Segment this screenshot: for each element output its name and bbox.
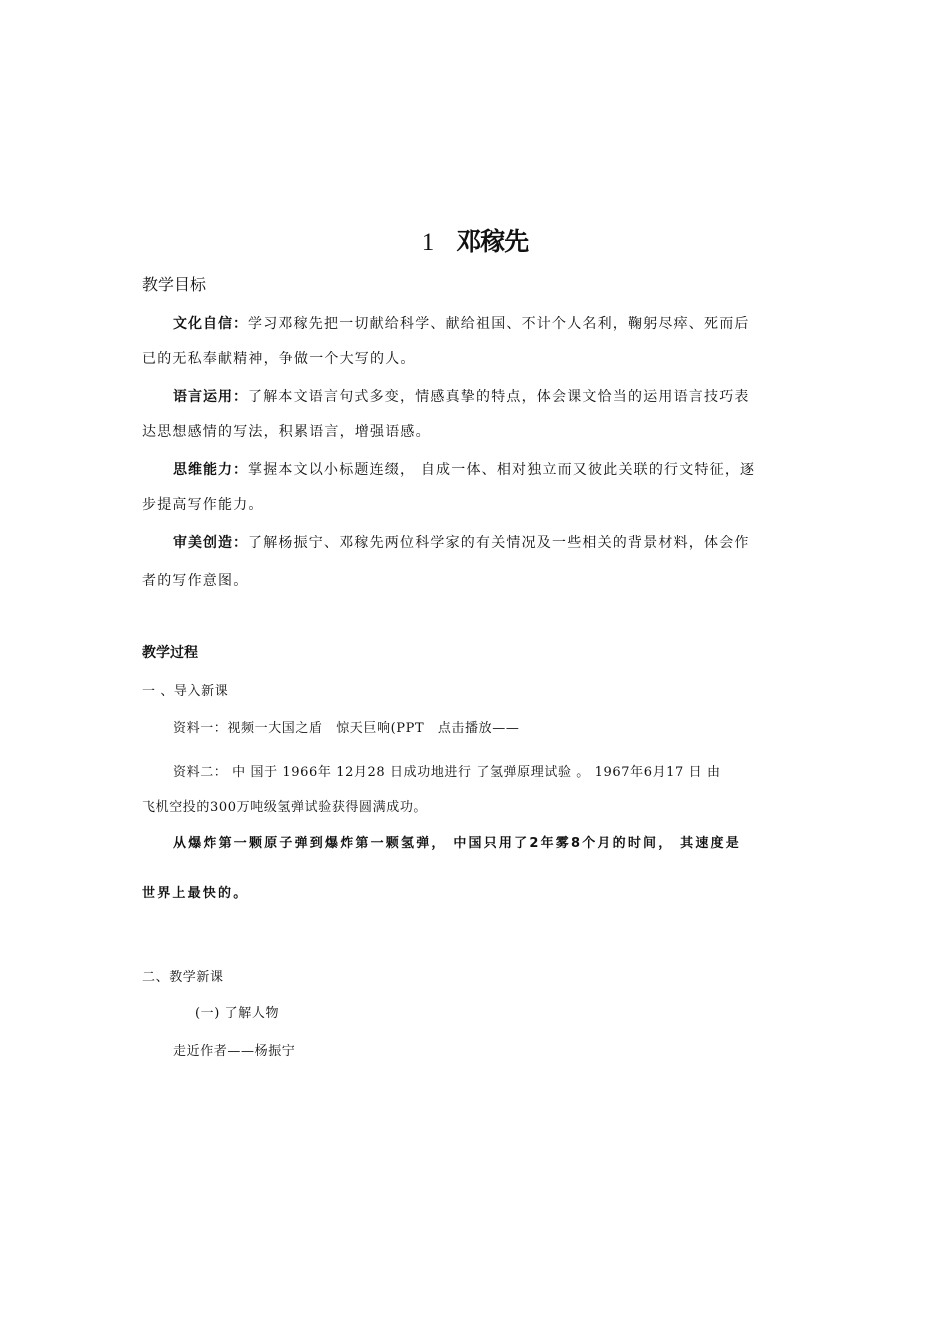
- lesson-name: 邓稼先: [456, 227, 529, 256]
- goal-1-label: 文化自信：: [173, 316, 248, 332]
- goal-3-line1: [173, 459, 755, 479]
- goal-1-text: 学习邓稼先把一切献给科学、献给祖国、不计个人名利，鞠躬尽瘁、死而后: [248, 316, 750, 332]
- bold-statement-line2: 世界上最快的。: [142, 886, 249, 901]
- goal-4-label: 审美创造：: [173, 535, 248, 551]
- goal-4-text: 了解杨振宁、邓稼先两位科学家的有关情况及一些相关的背景材料，体会作: [248, 535, 750, 551]
- material-2-line2: 飞机空投的300万吨级氢弹试验获得圆满成功。: [142, 800, 428, 815]
- goal-4-line2: 者的写作意图。: [142, 573, 249, 589]
- goal-4-line1: [173, 532, 750, 552]
- lesson-number: 1: [421, 229, 435, 256]
- section-2-heading: 二、教学新课: [142, 970, 224, 985]
- goal-2-label: 语言运用：: [173, 389, 248, 405]
- subsection-1-line: 走近作者——杨振宁: [173, 1044, 296, 1059]
- section-1-heading: 一 、导入新课: [142, 684, 229, 699]
- goal-3-text: 掌握本文以小标题连缀， 自成一体、相对独立而又彼此关联的行文特征，逐: [248, 462, 756, 478]
- goals-heading: 教学目标: [142, 275, 207, 294]
- material-2-line1: 资料二： 中 国于 1966年 12月28 日成功地进行 了氢弹原理试验 。 1967年6月17 日 由: [173, 765, 721, 780]
- goal-3-line2: 步提高写作能力。: [142, 497, 264, 513]
- bold-statement-line1: 从爆炸第一颗原子弹到爆炸第一颗氢弹， 中国只用了2年雾8个月的时间， 其速度是: [173, 836, 741, 851]
- goal-2-line1: [173, 386, 750, 406]
- material-1: 资料一：视频一大国之盾 惊天巨响(PPT 点击播放——: [173, 721, 520, 736]
- goal-1-line1: [173, 313, 750, 333]
- lesson-title: [0, 222, 950, 258]
- subsection-1-heading: (一) 了解人物: [195, 1006, 280, 1021]
- goal-1-line2: 已的无私奉献精神，争做一个大写的人。: [142, 351, 416, 367]
- process-heading: 教学过程: [142, 645, 198, 661]
- goal-2-text: 了解本文语言句式多变，情感真挚的特点，体会课文恰当的运用语言技巧表: [248, 389, 750, 405]
- goal-2-line2: 达思想感情的写法，积累语言，增强语感。: [142, 424, 431, 440]
- goal-3-label: 思维能力：: [173, 462, 248, 478]
